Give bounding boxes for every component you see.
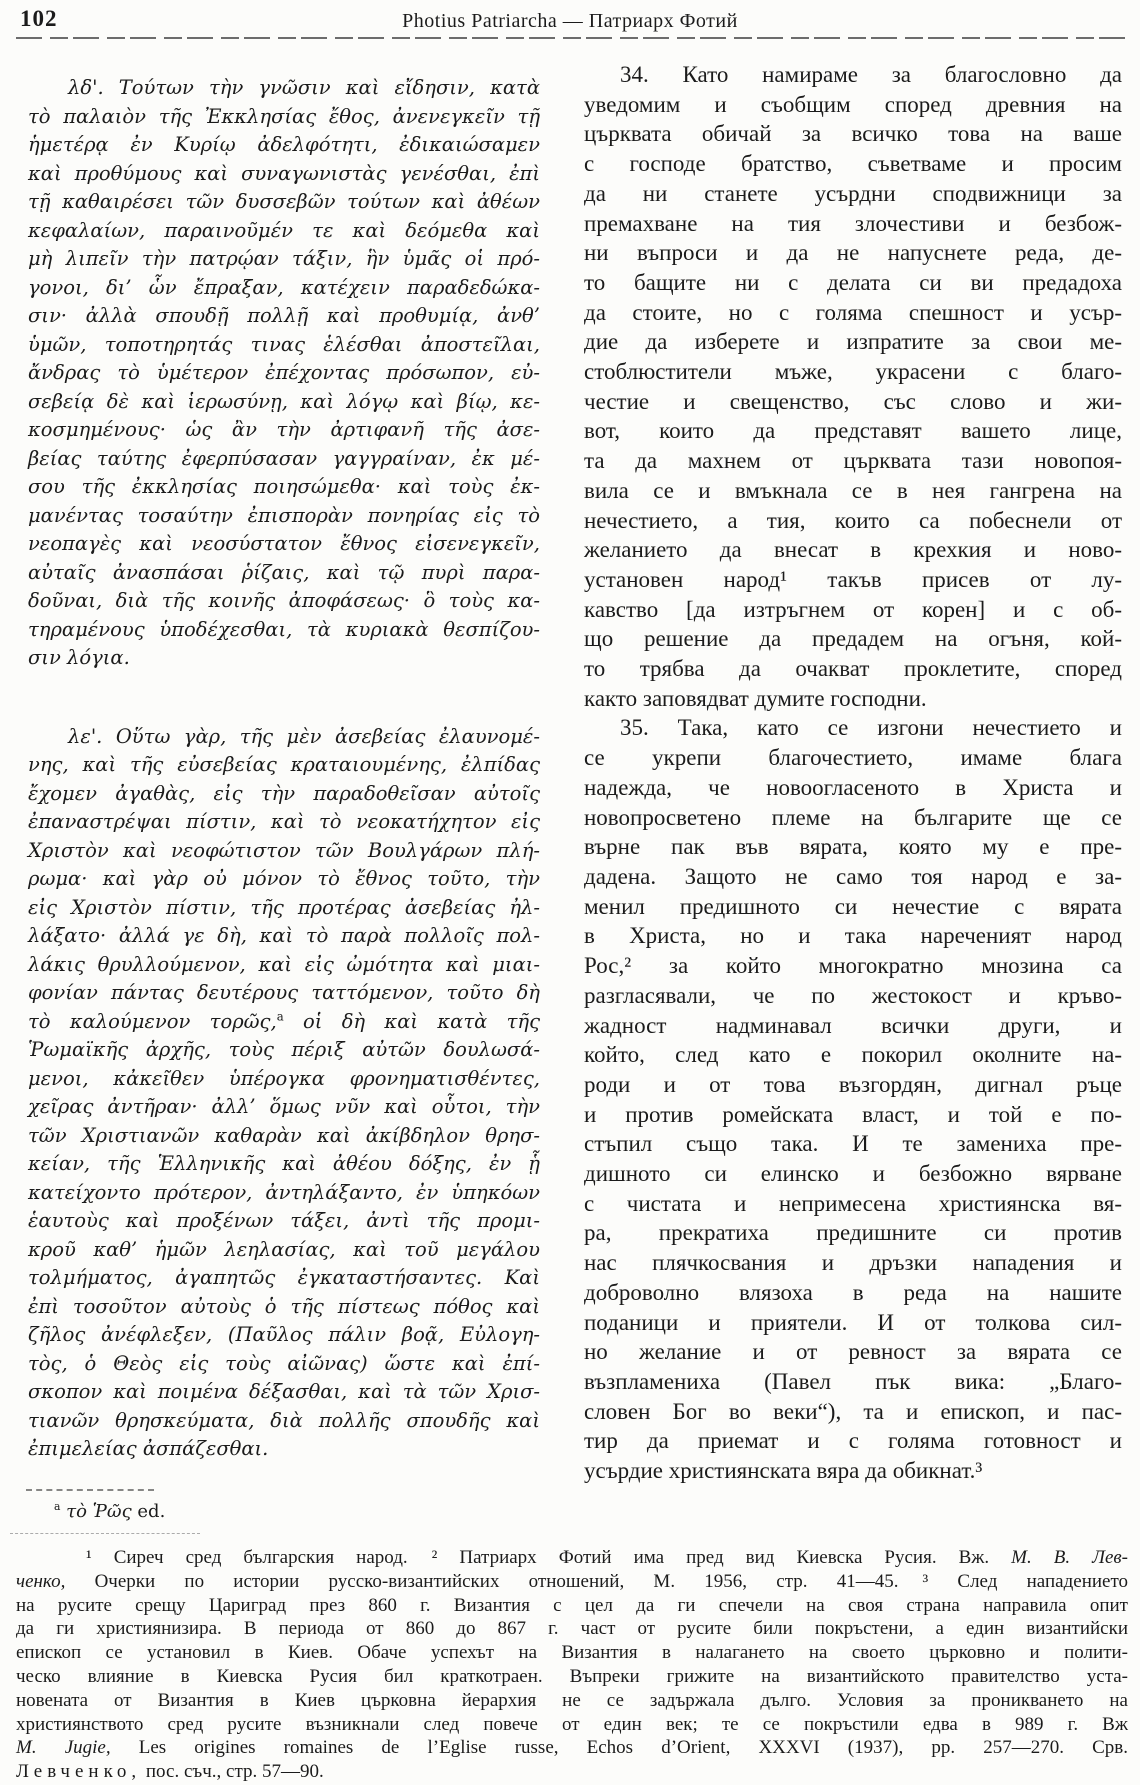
bulgarian-paragraph-34 (584, 60, 1122, 713)
text-line: σιν λόγια. (28, 646, 130, 669)
text-line: епископ се установил в Киев. Обаче успехът на Византия в налагането на своето църковно и полити- (16, 1642, 1128, 1664)
text-segment: ² Патриарх Фотий има пред вид Киевска Русия. Вж. (431, 1547, 1012, 1568)
text-line: τιανῶν θρησκεύματα, διὰ πολλῆς σπουδῆς καὶ (28, 1408, 540, 1432)
text-line: τολμήματος, ἀγαπητῶς ἐγκαταστήσαντες. Καὶ (28, 1266, 540, 1289)
text-line (28, 1500, 428, 1524)
text-segment: ченко, (16, 1570, 66, 1592)
text-line: нечестието, а тия, които са побеснели от (584, 507, 1122, 533)
text-line: λε'. Οὕτω γὰρ, τῆς μὲν ἀσεβείας ἐλαυνομέ- (68, 724, 540, 748)
text-segment: Очерки по истории русско-византийских отношений, М. 1956, стр. 41—45. (65, 1570, 899, 1592)
text-line (16, 1736, 1128, 1760)
text-segment: ³ След нападението (922, 1570, 1129, 1592)
text-line: δοῦναι, διὰ τῆς κοινῆς ἀποφάσεως· ὃ τοὺς κα- (28, 589, 540, 612)
text-line: премахване на тия злочестиви и безбож- (584, 210, 1122, 236)
text-line: ρωμα· καὶ γὰρ οὐ μόνον τὸ ἔθνος τοῦτο, τὴν (28, 867, 540, 890)
text-line: който, след като е покорил околните на- (584, 1042, 1122, 1068)
text-line: с чистата и непримесена християнска вя- (584, 1190, 1122, 1216)
text-line: κροῦ καθ’ ἡμῶν λεηλασίας, καὶ τοῦ μεγάλου (28, 1237, 540, 1261)
text-line: ческо влияние в Киевска Русия бил краткотраен. Въпреки грижите на византийското правителство уста- (16, 1665, 1128, 1687)
bulgarian-paragraph-35 (584, 713, 1122, 1485)
header-rule (16, 37, 1132, 39)
text-line: както заповядват думите господни. (584, 685, 927, 711)
text-line: словен Бог во веки“), та и епископ, и пас- (584, 1398, 1122, 1424)
text-line: установен народ¹ такъв присев от лу- (584, 566, 1122, 592)
text-line: νεοπαγὲς καὶ νεοσύστατον ἔθνος εἰσενεγκεῖν, (28, 532, 540, 555)
text-line: ὑμῶν, τοποτηρητάς τινας ἑλέσθαι ἀποστεῖλαι, (28, 332, 540, 356)
text-line: μανέντας τοσαύτην ἐπισπορὰν πονηρίας εἰς τὸ (28, 503, 540, 527)
text-line: новопросветено племе на българите ще се (584, 804, 1122, 830)
text-line: τῶν Χριστιανῶν καθαρὰν καὶ ἀκίβδηλον θρησ- (28, 1123, 540, 1147)
text-line: разгласявали, че по жестокост и кръво- (584, 982, 1122, 1008)
text-line (16, 1760, 1128, 1784)
text-line: усърдие християнската вяра да обикнат.³ (584, 1458, 983, 1484)
text-segment: М. Jugie, (16, 1737, 111, 1759)
text-line: новената от Византия в Киев църковна йерархия не се задържала дълго. Условия за проникването на (16, 1689, 1128, 1711)
text-segment: М. В. Лев- (1011, 1547, 1129, 1568)
text-line: Ῥωμαϊκῆς ἀρχῆς, τοὺς πέριξ αὐτῶν δουλωσά- (28, 1038, 540, 1061)
text-line: и против ромейската власт, и той е по- (584, 1101, 1122, 1127)
text-line: се укрепи благочестието, имаме блага (584, 745, 1122, 771)
footnotes-block (16, 1546, 1128, 1784)
text-line: желанието да внесат в крехкия и ново- (584, 537, 1122, 563)
text-line: τηραμένους ὑποδέχεσθαι, τὰ κυριακὰ θεσπίζου- (28, 617, 540, 641)
text-line: λάξατο· ἀλλά γε δὴ, καὶ τὸ παρὰ πολλοῖς πολ- (28, 924, 540, 947)
bulgarian-text-column (584, 60, 1122, 1486)
text-line: ζῆλος ἀνέφλεξεν, (Παῦλος πάλιν βοᾷ, Εὐλογη- (28, 1323, 540, 1346)
text-line: ἡμετέρᾳ ἐν Κυρίῳ ἀδελφότητι, ἐδικαιώσαμεν (28, 133, 540, 156)
text-line: дишното си елинско и безбожно вярване (584, 1161, 1122, 1187)
text-line: 34. Като намираме за благословно да (620, 62, 1122, 87)
text-line: κείαν, τῆς Ἑλληνικῆς καὶ ἀθέου δόξης, ἐν ᾗ (28, 1152, 540, 1175)
text-line: вила се и вмъкнала се в нея гангрена на (584, 477, 1122, 503)
text-line: κοσμημένους· ὡς ἂν τὴν ἀρτιφανῆ τῆς ἀσε- (28, 418, 540, 441)
text-line: Рос,² за който многократно мнозина са (584, 953, 1122, 979)
text-line: та да махнем от църквата тази новопоя- (584, 448, 1122, 474)
text-segment: ed. (137, 1501, 166, 1522)
text-line: σιν· ἀλλὰ σπουδῇ πολλῇ καὶ προθυμίᾳ, ἀνθ’ (28, 304, 540, 327)
text-line: 35. Така, като се изгони нечестието и (620, 715, 1122, 741)
text-line: κεφαλαίων, παραινοῦμέν τε καὶ δεόμεθα καὶ (28, 218, 540, 242)
text-line (16, 1546, 1128, 1570)
text-line: дие да изберете и изпратите за свои ме- (584, 329, 1122, 355)
text-line: жадност надминавал всички други, и (584, 1012, 1122, 1038)
text-line: вот, които да представят вашето лице, (584, 418, 1122, 444)
text-line: σκοπον καὶ ποιμένα δέξασθαι, καὶ τὰ τῶν Χρισ- (28, 1380, 540, 1403)
text-line: честие и свещенство, със слово и жи- (584, 388, 1122, 414)
text-line: ἑαυτοὺς καὶ προξένων τάξει, ἀντὶ τῆς προμι- (28, 1209, 540, 1232)
text-line: σου τῆς ἐκκλησίας ποιησώμεθα· καὶ τοὺς ἐκ- (28, 475, 540, 498)
text-line: μὴ λιπεῖν τὴν πατρῴαν τάξιν, ἣν ὑμᾶς οἱ πρό- (28, 247, 540, 270)
text-segment: τὸ καλούμενον τορῶς, (28, 1009, 277, 1033)
footnotes-rule (10, 1533, 200, 1534)
text-line: да ги християнизира. В периода от 860 до 867 г. част от русите били покръстени, а един византийски (16, 1618, 1128, 1640)
text-line: доброволно влязоха в реда на нашите (584, 1279, 1122, 1305)
text-segment: Левченко, (16, 1761, 142, 1783)
text-line: εἰς Χριστὸν πίστιν, τῆς προτέρας ἀσεβείας ἠλ- (28, 895, 540, 919)
text-line: то бащите ни с делата си ви предадоха (584, 269, 1122, 295)
text-line: да ни станете усърдни сподвижници за (584, 180, 1122, 206)
text-line: що решение да предадем на огъня, кой- (584, 626, 1122, 652)
text-line: ἐπιμελείας ἀσπάζεσθαι. (28, 1437, 269, 1460)
greek-paragraph-34 (28, 74, 540, 673)
page-number: 102 (20, 6, 58, 31)
text-line: φονίαν πάντας δευτέρους ταττόμενον, τοῦτο δὴ (28, 981, 540, 1004)
text-segment: Les origines romaines de l’Eglise russe, Echos d’Orient, XXXVI (1937), pp. 257—270. Срв. (110, 1737, 1128, 1759)
text-segment: ¹ Сиреч сред българския народ. (86, 1547, 408, 1568)
text-line: поданици и приятели. И от толкова сил- (584, 1309, 1122, 1335)
text-line: в Христа, но и така нареченият народ (584, 923, 1122, 949)
greek-paragraph-35 (28, 723, 540, 1464)
text-line: ἔχομεν ἀγαθὰς, εἰς τὴν παραδοθεῖσαν αὐτοῖς (28, 781, 540, 805)
text-line: καὶ προθύμους καὶ συναγωνιστὰς γενέσθαι, ἐπὶ (28, 161, 540, 185)
text-line: стъпил също така. И те замениха пре- (584, 1131, 1122, 1157)
text-segment: οἱ δὴ καὶ κατὰ τῆς (283, 1009, 540, 1033)
text-line: християнството сред русите възникнали след повече от един век; те се покръстили едва в 989 г. Вж (16, 1713, 1128, 1735)
text-line: надежда, че новоогласеното в Христа и (584, 774, 1122, 800)
text-line: менил предишното си нечестие с вярата (584, 893, 1122, 919)
text-line: кавство [да изтръгнем от корен] и с об- (584, 596, 1122, 622)
text-line: уведомим и съобщим според древния на (584, 91, 1122, 117)
footnote-marker: a (276, 1009, 284, 1023)
running-title: Photius Patriarcha — Патриарх Фотий (402, 10, 738, 32)
text-line: τὸ παλαιὸν τῆς Ἐκκλησίας ἔθος, ἀνενεγκεῖν τῇ (28, 104, 540, 128)
text-line: стоблюстители мъже, украсени с благо- (584, 359, 1122, 385)
text-line: τὸς, ὁ Θεὸς εἰς τοὺς αἰῶνας) ὥστε καὶ ἐπί- (28, 1351, 540, 1375)
text-line: αὐταῖς ἀνασπάσαι ῥίζαις, καὶ τῷ πυρὶ παρα- (28, 560, 540, 584)
greek-footnote-rule (26, 1489, 154, 1491)
text-line: дадена. Защото не само тоя народ е за- (584, 863, 1122, 889)
text-line: то трябва да очакват проклетите, според (584, 656, 1122, 682)
text-line (16, 1570, 1128, 1594)
text-segment: пос. съч., стр. 57—90. (141, 1761, 324, 1783)
text-line: ни въпроси и да не напуснете реда, де- (584, 240, 1122, 266)
text-line: върне пак във вярата, която му е пре- (584, 834, 1122, 860)
text-line: σεβείᾳ δὲ καὶ ἱερωσύνῃ, καὶ λόγῳ καὶ βίῳ, κε- (28, 389, 540, 413)
text-segment: τὸ Ῥῶς (60, 1501, 138, 1522)
text-line: тир да приемат и с голяма готовност и (584, 1428, 1122, 1454)
text-line: роди и от това възгордян, дигнал ръце (584, 1071, 1122, 1097)
footnote-marker: a (54, 1500, 61, 1513)
text-line: νης, καὶ τῆς εὐσεβείας κραταιουμένης, ἐλπίδας (28, 753, 540, 776)
text-line: но желание и от ревност за вярата се (584, 1339, 1122, 1365)
text-line: да стоите, но с голяма спешност и усър- (584, 299, 1122, 325)
text-line: църквата обичай за всичко това на ваше (584, 121, 1122, 147)
text-line: ἐπὶ τοσοῦτον αὐτοὺς ὁ τῆς πίστεως πόθος καὶ (28, 1294, 540, 1318)
text-line: на русите срещу Цариград през 860 г. Византия с цел да ги спечели на своя страна направила опит (16, 1594, 1128, 1616)
text-line: нас плячкосвания и дръзки нападения и (584, 1250, 1122, 1276)
text-line: ра, прекратиха предишните си против (584, 1220, 1122, 1246)
text-line: λάκις θρυλλούμενον, καὶ εἰς ὠμότητα καὶ μιαι- (28, 952, 540, 976)
text-line: възпламениха (Павел пък вика: „Благо- (584, 1368, 1122, 1394)
text-line: с господе братство, съветваме и просим (584, 151, 1122, 177)
text-line: γονοι, δι’ ὧν ἔπραξαν, κατέχειν παραδεδώκα- (28, 275, 540, 299)
text-line: Χριστὸν καὶ νεοφώτιστον τῶν Βουλγάρων πλή- (28, 838, 540, 862)
greek-text-column (28, 74, 540, 1464)
text-line: τῇ καθαιρέσει τῶν δυσσεβῶν τούτων καὶ ἀθέων (28, 190, 540, 213)
text-line: βείας ταύτης ἐφερπύσασαν γαγγραίναν, ἐκ μέ- (28, 446, 540, 470)
greek-apparatus-footnote (28, 1500, 428, 1524)
text-line: χεῖρας ἀντῆραν· ἀλλ’ ὅμως νῦν καὶ οὗτοι, τὴν (28, 1095, 540, 1118)
text-line: μενοι, κἀκεῖθεν ὑπέρογκα φρονηματισθέντες, (28, 1066, 540, 1090)
text-line: ἐπαναστρέψαι πίστιν, καὶ τὸ νεοκατήχητον εἰς (28, 810, 540, 833)
text-line: κατείχοντο πρότερον, ἀντηλάξαντο, ἐν ὑπηκόων (28, 1180, 540, 1204)
text-line: ἄνδρας τὸ ὑμέτερον ἐπέχοντας πρόσωπον, εὐ- (28, 361, 540, 384)
text-line (28, 1008, 540, 1037)
text-line: λδ'. Τούτων τὴν γνῶσιν καὶ εἴδησιν, κατὰ (68, 76, 540, 99)
